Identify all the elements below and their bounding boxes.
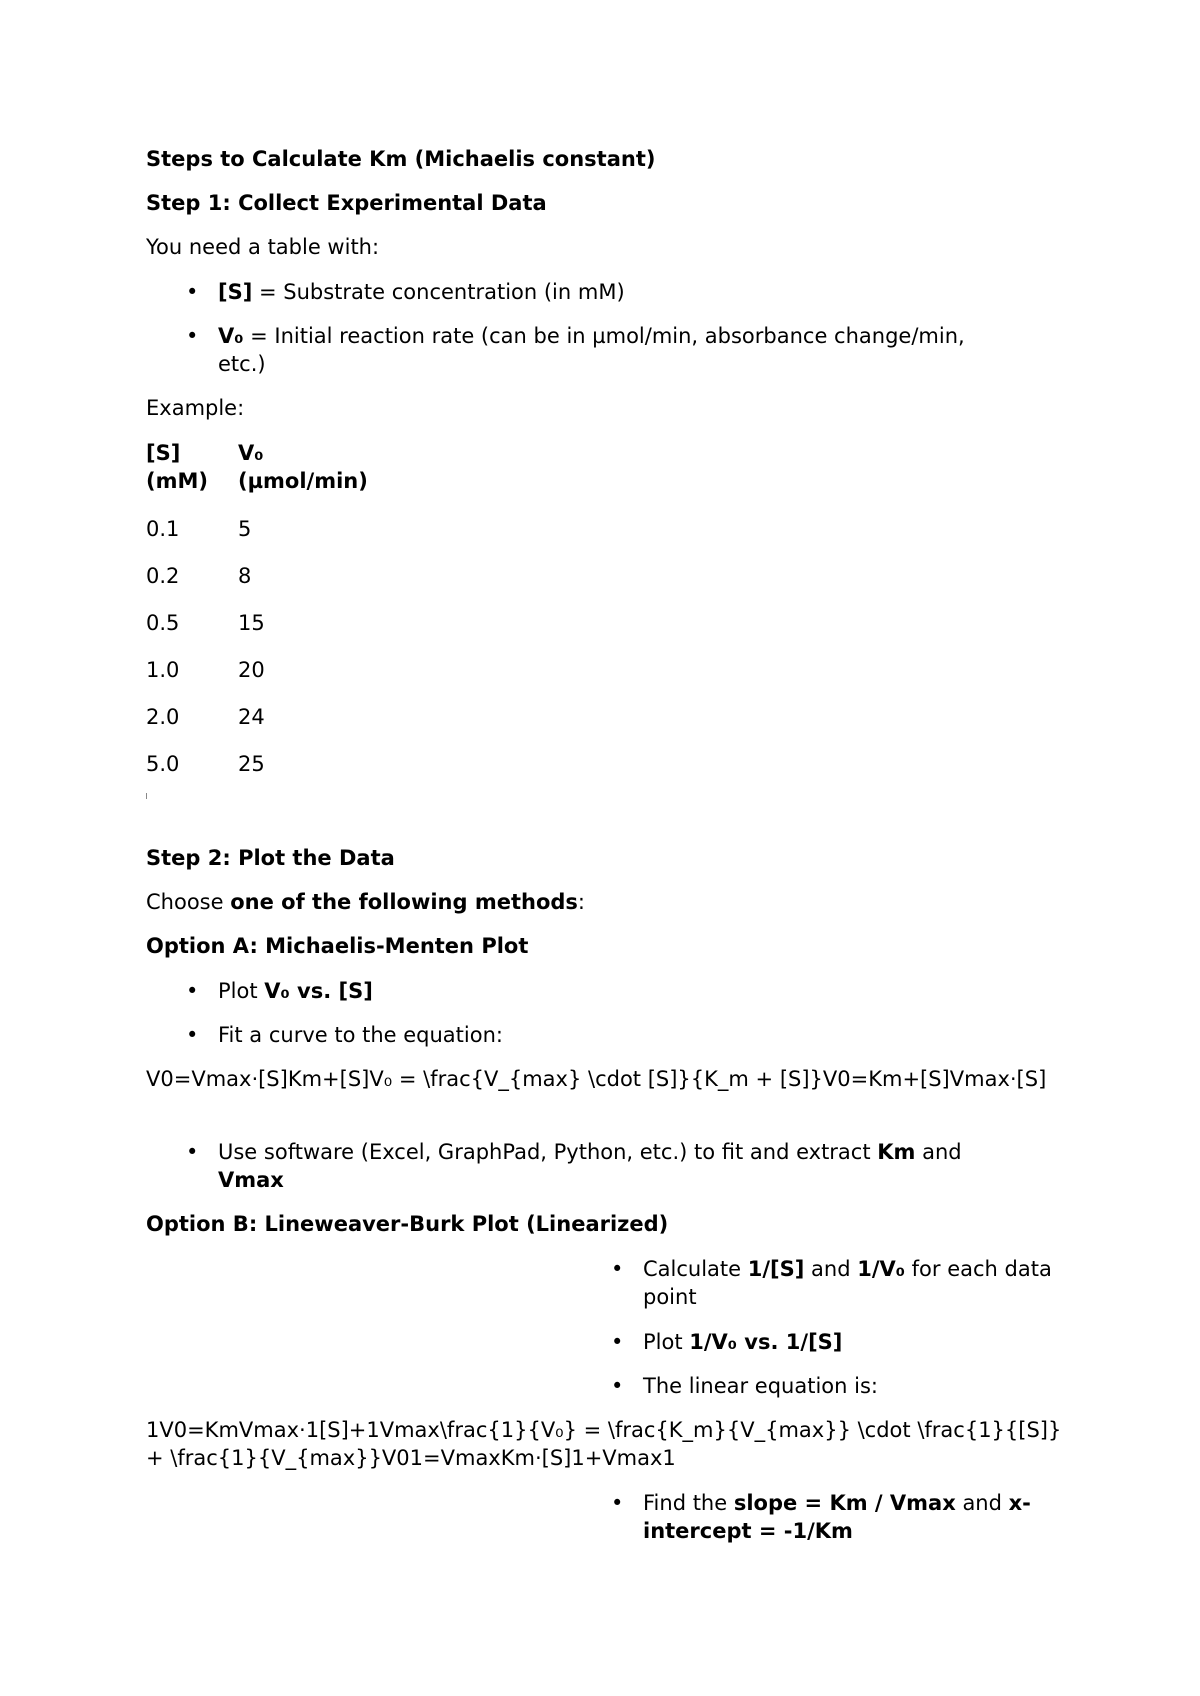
divider-mark <box>146 793 147 799</box>
bullet-icon: • <box>186 324 199 348</box>
document-title: Steps to Calculate Km (Michaelis constant) <box>146 147 656 171</box>
table-cell: 5 <box>238 517 252 541</box>
bullet-icon: • <box>611 1257 624 1281</box>
list-item: • V₀ = Initial reaction rate (can be in µmol/min, absorbance change/min, etc.) <box>186 324 965 376</box>
bullet-icon: • <box>186 1140 199 1164</box>
optionA-equation: V0=Vmax⋅[S]Km+[S]V₀ = \frac{V_{max} \cdot [S]}{K_m + [S]}V0=Km+[S]Vmax⋅[S] <box>146 1067 1047 1091</box>
table-cell: 0.1 <box>146 517 180 541</box>
example-label: Example: <box>146 396 245 420</box>
bullet-icon: • <box>611 1330 624 1354</box>
table-header-unit: (µmol/min) <box>238 469 368 493</box>
bullet-icon: • <box>611 1374 624 1398</box>
bullet-icon: • <box>611 1491 624 1515</box>
table-cell: 0.2 <box>146 564 180 588</box>
table-cell: 24 <box>238 705 265 729</box>
table-cell: 25 <box>238 752 265 776</box>
list-item: • Plot 1/V₀ vs. 1/[S] <box>611 1330 843 1354</box>
table-header: V₀ <box>238 441 264 465</box>
table-cell: 0.5 <box>146 611 180 635</box>
list-item: • The linear equation is: <box>611 1374 878 1398</box>
table-header-unit: (mM) <box>146 469 208 493</box>
optionA-heading: Option A: Michaelis-Menten Plot <box>146 934 529 958</box>
list-item: • Plot V₀ vs. [S] <box>186 979 373 1003</box>
table-cell: 20 <box>238 658 265 682</box>
table-cell: 8 <box>238 564 252 588</box>
table-cell: 1.0 <box>146 658 180 682</box>
step1-heading: Step 1: Collect Experimental Data <box>146 191 547 215</box>
list-item: • Use software (Excel, GraphPad, Python, etc.) to fit and extract Km and Vmax <box>186 1140 962 1192</box>
step1-intro: You need a table with: <box>146 235 380 259</box>
table-cell: 15 <box>238 611 265 635</box>
table-cell: 5.0 <box>146 752 180 776</box>
list-item: • [S] = Substrate concentration (in mM) <box>186 280 625 304</box>
list-item: • Calculate 1/[S] and 1/V₀ for each data point <box>611 1257 1052 1309</box>
choose-text: Choose one of the following methods: <box>146 890 585 914</box>
list-item: • Find the slope = Km / Vmax and x-intercept = -1/Km <box>611 1491 1031 1543</box>
table-cell: 2.0 <box>146 705 180 729</box>
list-item: • Fit a curve to the equation: <box>186 1023 503 1047</box>
bullet-icon: • <box>186 280 199 304</box>
table-header: [S] <box>146 441 181 465</box>
bullet-icon: • <box>186 979 199 1003</box>
optionB-heading: Option B: Lineweaver-Burk Plot (Linearized) <box>146 1212 669 1236</box>
optionB-equation: 1V0=KmVmax⋅1[S]+1Vmax\frac{1}{V₀} = \frac{K_m}{V_{max}} \cdot \frac{1}{[S]} + \frac{1}{V_{max}}V01=VmaxKm⋅[S]1+Vmax1 <box>146 1418 1062 1470</box>
step2-heading: Step 2: Plot the Data <box>146 846 395 870</box>
bullet-icon: • <box>186 1023 199 1047</box>
